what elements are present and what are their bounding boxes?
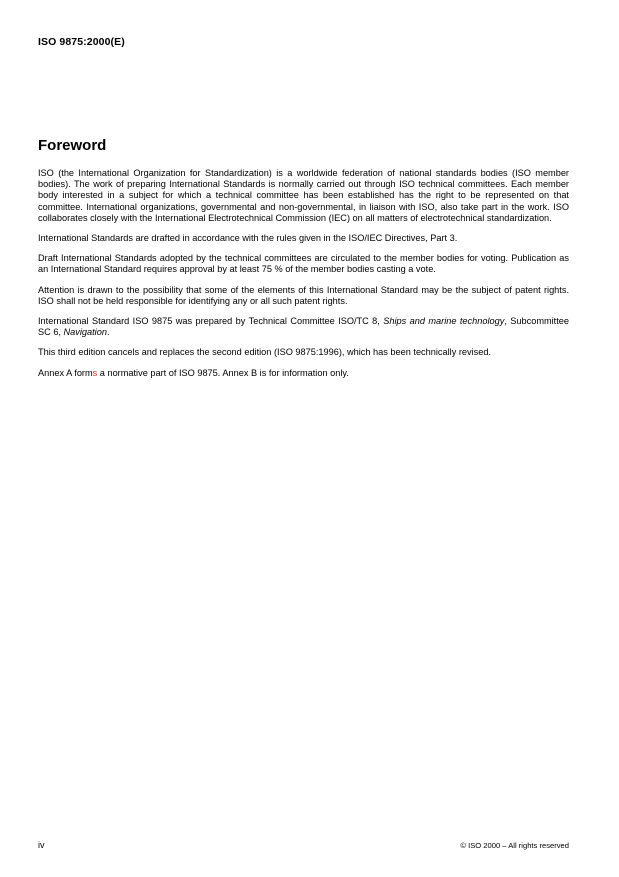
paragraph-annexes — [38, 368, 569, 379]
committee-name: Ships and marine technology — [383, 316, 505, 327]
annex-text-end: a normative part of ISO 9875. Annex B is for information only. — [97, 367, 349, 378]
committee-end: . — [106, 327, 110, 338]
foreword-body — [38, 168, 569, 388]
paragraph-committee — [38, 316, 569, 338]
paragraph-iso-description: ISO (the International Organization for Standardization) is a worldwide federation of national standards bodies (ISO member bodies). The work of preparing International Standards is normally carried out through ISO technical committees. Each member body interested in a subject for which a technical committee has been established has the right to be represented on that committee. International organizations, governmental and non-governmental, in liaison with ISO, also take part in the work. ISO collaborates closely with the International Electrotechnical Commission (IEC) on all matters of electrotechnical standardization. — [38, 168, 569, 223]
committee-text: International Standard ISO 9875 was prepared by Technical Committee ISO/TC 8, — [38, 316, 384, 327]
highlighted-letter: s — [92, 367, 98, 378]
subcommittee-text: , Subcommittee SC 6, — [38, 316, 570, 338]
copyright-notice: © ISO 2000 – All rights reserved — [460, 841, 569, 850]
annex-text-start: Annex A for — [38, 367, 85, 378]
paragraph-edition: This third edition cancels and replaces the second edition (ISO 9875:1996), which has been technically revised. — [38, 347, 492, 358]
paragraph-voting: Draft International Standards adopted by the technical committees are circulated to the member bodies for voting. Publication as an International Standard requires approval by at least 75 % of the member bodies casting a vote. — [38, 253, 569, 275]
subcommittee-name: Navigation — [63, 327, 107, 338]
paragraph-patent-rights: Attention is drawn to the possibility that some of the elements of this International Standard may be the subject of patent rights. ISO shall not be held responsible for identifying any or all such patent rights. — [38, 284, 569, 306]
page-title: Foreword — [38, 137, 107, 154]
paragraph-drafting-rules: International Standards are drafted in accordance with the rules given in the ISO/IEC Directives, Part 3. — [38, 233, 458, 244]
document-reference: ISO 9875:2000(E) — [38, 36, 125, 48]
annex-text-m: m — [85, 367, 93, 378]
page-number: iv — [38, 840, 45, 850]
